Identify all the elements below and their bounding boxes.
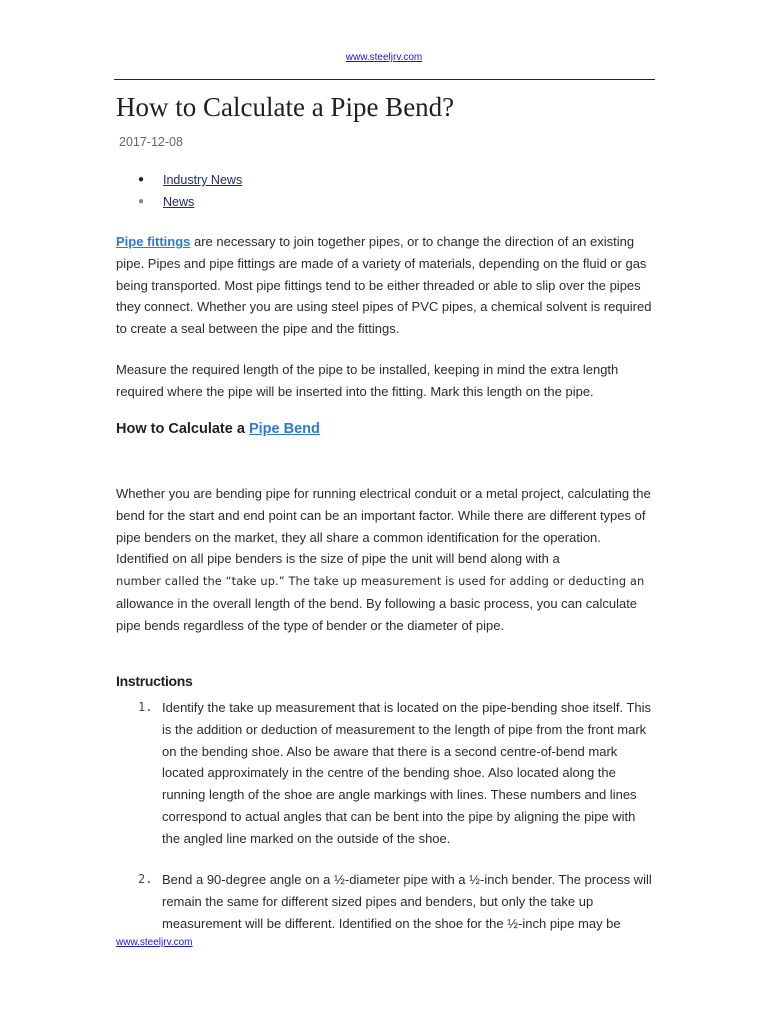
header-site-link[interactable]: www.steeljrv.com — [345, 52, 423, 63]
article-title: How to Calculate a Pipe Bend? — [116, 92, 455, 122]
step-text: Bend a 90-degree angle on a ½-diameter pipe with a ½-inch bender. The process will remain the same for different sized pipes and benders, but only the take up measurement will be different. Identified on the shoe for the ½-inch pipe may be — [162, 872, 652, 931]
bullet-icon: ● — [138, 174, 145, 185]
bending-text-1: Whether you are bending pipe for running electrical conduit or a metal project, calculating the bend for the start and end point can be an important factor. While there are different types of pipe benders on the market, they all share a common identification for the operation. Identified on all pipe benders is the size of pipe the unit will bend along with a — [116, 486, 651, 567]
instruction-steps — [116, 697, 656, 850]
intro-paragraph — [116, 231, 656, 340]
step-text: Identify the take up measurement that is located on the pipe-bending shoe itself. This is the addition or deduction of measurement to the length of pipe from the front mark on the bending shoe. Also be aware that there is a second centre-of-bend mark located approximately in the centre of the bending shoe. Also located along the running length of the shoe are angle markings with lines. These numbers and lines correspond to actual angles that can be bent into the pipe by aligning the pipe with the angled line marked on the outside of the shoe. — [162, 700, 652, 846]
bending-text-2: number called the “take up.” The take up measurement is used for adding or deducting an — [116, 574, 645, 589]
category-link-industry-news[interactable]: Industry News — [163, 173, 243, 187]
instruction-steps-continued — [116, 869, 656, 934]
instructions-heading: Instructions — [116, 673, 193, 689]
section-heading-prefix: How to Calculate a — [116, 421, 249, 437]
bullet-icon: ● — [138, 196, 145, 207]
bending-paragraph — [116, 483, 656, 637]
intro-text: are necessary to join together pipes, or to change the direction of an existing pipe. Pipes and pipe fittings are made of a variety of materials, depending on the fluid or gas being transported. Most pipe fittings tend to be either threaded or able to slip over the pipes they connect. Whether you are using steel pipes of PVC pipes, a chemical solvent is required to create a seal between the pipe and the fittings. — [116, 234, 652, 337]
measure-paragraph: Measure the required length of the pipe to be installed, keeping in mind the extra length required where the pipe will be inserted into the fitting. Mark this length on the pipe. — [116, 362, 619, 399]
pipe-bend-link[interactable]: Pipe Bend — [248, 421, 320, 437]
step-number: 1. — [138, 700, 153, 714]
section-heading — [116, 421, 320, 437]
step-number: 2. — [138, 872, 153, 886]
header-divider — [114, 79, 655, 80]
footer-site-link[interactable]: www.steeljrv.com — [116, 937, 193, 948]
instruction-step-1 — [116, 697, 656, 850]
category-link-news[interactable]: News — [163, 195, 195, 209]
bending-text-3: allowance in the overall length of the bend. By following a basic process, you can calculate pipe bends regardless of the type of bender or the diameter of pipe. — [116, 595, 638, 633]
pipe-fittings-link[interactable]: Pipe fittings — [116, 234, 191, 249]
instruction-step-2 — [116, 869, 656, 934]
article-date: 2017-12-08 — [119, 135, 183, 149]
